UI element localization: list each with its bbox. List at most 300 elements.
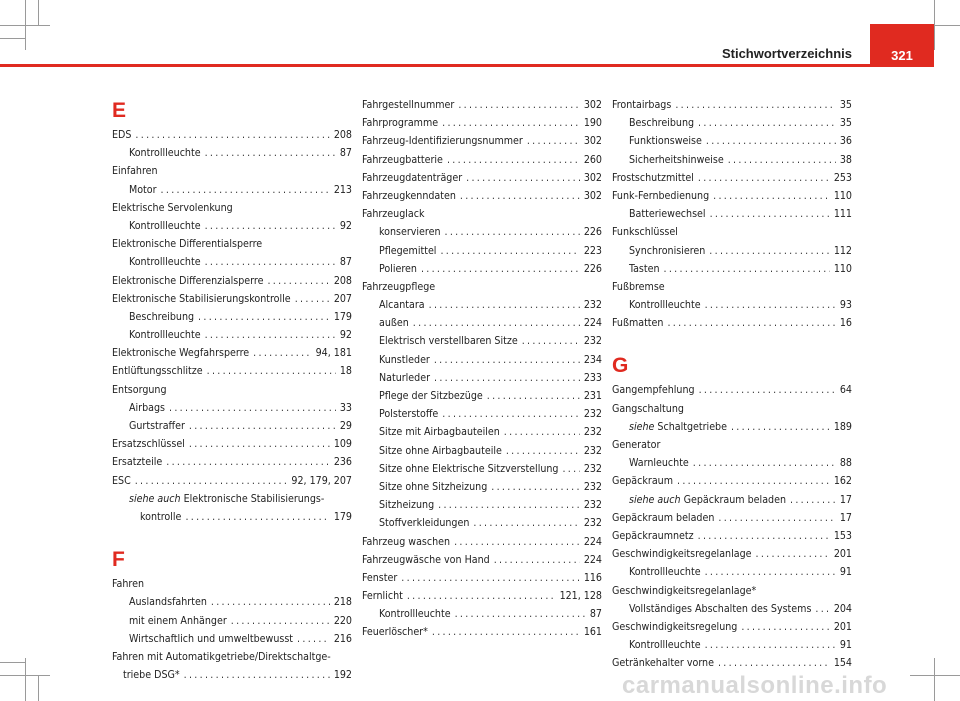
entry-page: 208 <box>333 129 352 141</box>
page-title: Stichwortverzeichnis <box>721 46 852 61</box>
dot-leader <box>135 472 288 490</box>
entry-text: Ersatzschlüssel <box>112 438 185 451</box>
crop-mark <box>0 662 26 663</box>
entry-page: 232 <box>583 299 602 312</box>
entry-text: Entlüftungsschlitze <box>112 365 203 378</box>
entry-text: Gepäckraumnetz <box>612 529 694 542</box>
entry-page: 192 <box>333 669 352 682</box>
entry-page: 112 <box>833 244 852 257</box>
entry-term <box>612 169 694 187</box>
index-entry <box>112 593 352 611</box>
entry-term <box>129 630 293 648</box>
entry-term <box>629 600 811 618</box>
entry-term <box>379 423 500 441</box>
index-column-3 <box>612 96 852 672</box>
index-entry <box>362 369 602 387</box>
entry-text: Pflegemittel <box>379 244 437 257</box>
entry-term <box>379 460 558 478</box>
dot-leader <box>295 290 330 308</box>
entry-text: Kontrollleuchte <box>629 299 701 312</box>
entry-page: 226 <box>583 262 602 275</box>
dot-leader <box>169 399 336 417</box>
dot-leader <box>198 308 330 326</box>
entry-page: 92, 179, 207 <box>291 474 352 487</box>
dot-leader <box>438 496 580 514</box>
dot-leader <box>458 96 579 114</box>
entry-page: 17 <box>839 511 852 524</box>
entry-page: 110 <box>833 262 852 275</box>
entry-term <box>112 575 144 593</box>
index-entry <box>362 332 602 350</box>
entry-text: Gepäckraum beladen <box>683 493 786 506</box>
entry-text: Frostschutzmittel <box>612 171 694 184</box>
index-entry <box>362 423 602 441</box>
entry-text: Fußmatten <box>612 317 664 330</box>
entry-term <box>112 381 167 399</box>
dot-leader <box>790 491 836 509</box>
entry-page: 232 <box>583 408 602 421</box>
index-entry <box>612 205 852 223</box>
dot-leader <box>473 514 579 532</box>
entry-text: Getränkehalter vorne <box>612 657 714 670</box>
index-entry <box>362 551 602 569</box>
entry-term <box>629 491 786 509</box>
entry-page: 232 <box>583 480 602 493</box>
entry-term <box>612 436 660 454</box>
entry-term <box>379 405 438 423</box>
entry-page: 36 <box>839 135 852 148</box>
index-entry <box>362 187 602 205</box>
entry-term <box>612 96 671 114</box>
entry-term <box>129 593 207 611</box>
entry-text: Einfahren <box>112 165 158 178</box>
entry-text: kontrolle <box>140 510 182 523</box>
entry-term <box>362 533 450 551</box>
dot-leader <box>709 242 830 260</box>
entry-page: 179 <box>333 510 352 523</box>
entry-text: Frontairbags <box>612 99 672 111</box>
index-entry <box>112 253 352 271</box>
dot-leader <box>205 326 336 344</box>
entry-text: Kontrollleuchte <box>129 219 201 232</box>
entry-page: 92 <box>339 329 352 342</box>
entry-page: 109 <box>333 438 352 451</box>
crop-mark <box>0 675 50 676</box>
entry-term <box>629 418 727 436</box>
crop-mark <box>38 675 39 701</box>
entry-term <box>129 326 201 344</box>
entry-page: 260 <box>583 153 602 166</box>
dot-leader <box>184 666 330 684</box>
entry-term <box>379 496 434 514</box>
index-entry <box>112 630 352 648</box>
index-entry <box>112 490 352 508</box>
entry-page: 33 <box>339 401 352 414</box>
entry-term <box>112 362 203 380</box>
entry-text: Kontrollleuchte <box>629 566 701 579</box>
entry-text: Auslandsfahrten <box>129 596 207 609</box>
entry-page: 35 <box>839 117 852 130</box>
index-entry <box>112 381 352 399</box>
entry-term <box>362 205 425 223</box>
entry-text: Batteriewechsel <box>629 208 706 221</box>
index-entry <box>612 509 852 527</box>
entry-text: Warnleuchte <box>629 457 689 470</box>
entry-text: konservieren <box>379 226 441 239</box>
entry-page: 35 <box>839 99 852 111</box>
entry-text: Stoffverkleidungen <box>379 517 470 530</box>
entry-text: Sitzheizung <box>379 499 435 512</box>
index-entry <box>612 636 852 654</box>
entry-page: 189 <box>833 420 852 433</box>
entry-text: Tasten <box>629 262 660 275</box>
dot-leader <box>705 563 836 581</box>
dot-leader <box>440 242 579 260</box>
entry-page: 226 <box>583 226 602 239</box>
dot-leader <box>455 605 586 623</box>
watermark: carmanualsonline.info <box>622 672 888 699</box>
entry-text: Alcantara <box>379 299 425 312</box>
index-entry <box>112 399 352 417</box>
entry-term <box>112 435 185 453</box>
dot-leader <box>710 205 830 223</box>
section-letter: F <box>112 548 125 572</box>
index-entry <box>112 290 352 308</box>
index-entry <box>612 169 852 187</box>
entry-term <box>123 666 180 684</box>
entry-crossref: siehe <box>629 420 655 433</box>
entry-text: Feuerlöscher* <box>362 626 428 639</box>
entry-text: Kontrollleuchte <box>379 608 451 621</box>
dot-leader <box>677 472 830 490</box>
entry-page: 179 <box>333 310 352 323</box>
entry-page: 232 <box>583 444 602 457</box>
dot-leader <box>447 151 580 169</box>
entry-page: 110 <box>833 189 852 202</box>
entry-text: Polsterstoffe <box>379 408 439 421</box>
entry-text: Geschwindigkeitsregelanlage <box>612 548 752 561</box>
index-entry <box>362 623 602 641</box>
entry-term <box>362 551 490 569</box>
dot-leader <box>421 260 580 278</box>
index-entry <box>112 612 352 630</box>
entry-page: 224 <box>583 535 602 548</box>
entry-text: Fahrzeugpflege <box>362 280 436 293</box>
index-entry <box>362 351 602 369</box>
index-entry <box>362 151 602 169</box>
index-entry <box>362 514 602 532</box>
entry-text: Fahrgestellnummer <box>362 99 455 111</box>
index-entry <box>612 187 852 205</box>
entry-page: 121, 128 <box>559 590 602 603</box>
entry-term <box>612 314 663 332</box>
entry-text: Sitze mit Airbagbauteilen <box>379 426 500 439</box>
entry-text: Fahrzeugwäsche von Hand <box>362 553 490 566</box>
entry-text: Fahrzeuglack <box>362 208 425 221</box>
entry-text: Generator <box>612 439 661 451</box>
index-entry <box>112 181 352 199</box>
entry-text: EDS <box>112 129 132 141</box>
entry-text: Gepäckraum beladen <box>612 511 715 524</box>
dot-leader <box>741 618 829 636</box>
entry-page: 302 <box>583 171 602 184</box>
entry-term <box>362 169 462 187</box>
index-entry <box>362 278 602 296</box>
entry-term <box>112 648 331 666</box>
crop-mark <box>0 38 26 39</box>
entry-text: mit einem Anhänger <box>129 614 227 627</box>
index-entry <box>112 417 352 435</box>
entry-term <box>140 508 181 526</box>
index-entry <box>612 563 852 581</box>
entry-term <box>362 114 438 132</box>
entry-page: 154 <box>833 657 852 670</box>
index-entry <box>612 260 852 278</box>
entry-page: 207 <box>333 292 352 305</box>
entry-text: Beschreibung <box>629 117 695 130</box>
dot-leader <box>675 96 836 114</box>
entry-term <box>129 308 194 326</box>
dot-leader <box>460 187 580 205</box>
entry-term <box>379 478 487 496</box>
entry-page: 232 <box>583 517 602 530</box>
index-entry <box>612 600 852 618</box>
entry-page: 87 <box>339 147 352 160</box>
dot-leader <box>698 169 830 187</box>
entry-text: Gepäckraum <box>612 475 673 488</box>
dot-leader <box>693 454 836 472</box>
section-letter: E <box>112 99 127 122</box>
dot-leader <box>698 114 836 132</box>
dot-leader <box>189 435 330 453</box>
entry-page: 91 <box>839 566 852 579</box>
entry-term <box>112 235 262 253</box>
entry-term <box>362 278 435 296</box>
entry-text: Fenster <box>362 571 398 584</box>
entry-term <box>379 314 409 332</box>
dot-leader <box>706 132 836 150</box>
entry-page: 88 <box>839 457 852 470</box>
dot-leader <box>205 253 336 271</box>
entry-text: Sitze ohne Sitzheizung <box>379 480 488 493</box>
entry-page: 38 <box>839 153 852 166</box>
index-entry <box>112 326 352 344</box>
dot-leader <box>442 114 580 132</box>
entry-term <box>379 442 502 460</box>
entry-text: Ersatzteile <box>112 456 163 469</box>
entry-term <box>362 187 456 205</box>
dot-leader <box>562 460 579 478</box>
dot-leader <box>401 569 580 587</box>
entry-text: Elektronische Stabilisierungs- <box>183 492 325 505</box>
entry-page: 218 <box>333 596 352 609</box>
entry-page: 231 <box>583 390 602 402</box>
index-entry <box>112 648 352 666</box>
entry-page: 17 <box>839 493 852 506</box>
dot-leader <box>434 351 580 369</box>
entry-term <box>612 381 695 399</box>
index-entry <box>612 96 852 114</box>
page-number-box <box>870 24 934 67</box>
dot-leader <box>705 296 836 314</box>
entry-term <box>612 223 678 241</box>
entry-term <box>112 290 291 308</box>
dot-leader <box>466 169 580 187</box>
entry-text: Elektronische Differenzialsperre <box>112 274 264 287</box>
entry-page: 232 <box>583 335 602 348</box>
page-number: 321 <box>891 48 913 63</box>
entry-page: 253 <box>833 171 852 184</box>
index-entry <box>612 151 852 169</box>
index-entry <box>112 217 352 235</box>
index-entry <box>612 436 852 454</box>
entry-term <box>629 260 660 278</box>
index-entry <box>112 344 352 362</box>
entry-text: Naturleder <box>379 371 431 384</box>
index-entry <box>112 453 352 471</box>
index-entry <box>612 400 852 418</box>
entry-text: Beschreibung <box>129 310 195 323</box>
entry-term <box>362 96 454 114</box>
entry-page: 223 <box>583 244 602 257</box>
entry-text: Fahren <box>112 578 144 591</box>
entry-term <box>362 132 523 150</box>
index-entry <box>612 114 852 132</box>
index-entry <box>612 223 852 241</box>
dot-leader <box>442 405 580 423</box>
dot-leader <box>166 453 330 471</box>
dot-leader <box>429 296 580 314</box>
entry-page: 234 <box>583 353 602 366</box>
index-entry <box>112 435 352 453</box>
crop-mark <box>910 675 960 676</box>
entry-term <box>379 223 441 241</box>
entry-term <box>612 654 714 672</box>
entry-term <box>112 272 263 290</box>
entry-term <box>112 453 162 471</box>
index-entry <box>612 418 852 436</box>
entry-term <box>129 253 201 271</box>
entry-page: 201 <box>833 548 852 561</box>
index-entry <box>362 114 602 132</box>
index-entry <box>112 308 352 326</box>
index-entry <box>112 272 352 290</box>
header-rule <box>0 64 870 67</box>
entry-page: 93 <box>839 299 852 312</box>
entry-text: Funktionsweise <box>629 135 702 148</box>
entry-text: Geschwindigkeitsregelanlage* <box>612 584 757 597</box>
entry-text: Fahrzeug-Identifizierungsnummer <box>362 135 523 148</box>
index-entry <box>362 387 602 405</box>
entry-text: Synchronisieren <box>629 244 706 257</box>
entry-term <box>629 296 701 314</box>
dot-leader <box>253 344 311 362</box>
entry-page: 153 <box>833 529 852 542</box>
index-entry <box>612 472 852 490</box>
entry-text: Gangempfehlung <box>612 384 695 397</box>
entry-text: Fahrzeugbatterie <box>362 153 443 166</box>
entry-term <box>129 181 157 199</box>
dot-leader <box>504 423 580 441</box>
entry-page: 232 <box>583 426 602 439</box>
entry-term <box>379 369 430 387</box>
index-column-1 <box>112 96 352 684</box>
dot-leader <box>728 151 836 169</box>
entry-page: 233 <box>583 371 602 384</box>
entry-text: Funk-Fernbedienung <box>612 189 710 202</box>
entry-page: 16 <box>839 317 852 330</box>
dot-leader <box>815 600 829 618</box>
dot-leader <box>667 314 835 332</box>
dot-leader <box>445 223 580 241</box>
entry-text: Kontrollleuchte <box>129 256 201 269</box>
dot-leader <box>718 509 835 527</box>
entry-page: 64 <box>839 384 852 397</box>
entry-text: Wirtschaftlich und umweltbewusst <box>129 632 294 645</box>
entry-term <box>612 278 665 296</box>
index-entry <box>612 545 852 563</box>
entry-term <box>629 242 705 260</box>
entry-term <box>112 126 131 144</box>
entry-text: ESC <box>112 474 131 487</box>
entry-page: 224 <box>583 553 602 566</box>
entry-text: Kontrollleuchte <box>629 639 701 652</box>
index-entry <box>362 169 602 187</box>
crop-mark <box>25 658 26 701</box>
index-entry <box>112 235 352 253</box>
entry-text: Schaltgetriebe <box>657 420 727 433</box>
dot-leader <box>407 587 556 605</box>
entry-text: Gurtstraffer <box>129 420 185 432</box>
entry-page: 302 <box>583 189 602 202</box>
entry-term <box>612 509 714 527</box>
index-entry <box>612 582 852 600</box>
entry-text: Vollständiges Abschalten des Systems <box>629 602 812 615</box>
entry-text: Fahrzeugdatenträger <box>362 171 463 184</box>
index-entry <box>612 381 852 399</box>
index-entry <box>362 478 602 496</box>
entry-term <box>612 187 709 205</box>
dot-leader <box>267 272 329 290</box>
dot-leader <box>487 387 580 405</box>
entry-term <box>129 417 185 435</box>
dot-leader <box>454 533 580 551</box>
entry-page: 94, 181 <box>315 347 352 360</box>
entry-term <box>129 612 227 630</box>
index-entry <box>362 405 602 423</box>
index-entry <box>612 242 852 260</box>
dot-leader <box>185 508 329 526</box>
entry-term <box>629 563 701 581</box>
entry-page: 92 <box>339 219 352 232</box>
index-entry <box>362 132 602 150</box>
dot-leader <box>432 623 580 641</box>
entry-text: Geschwindigkeitsregelung <box>612 620 738 633</box>
dot-leader <box>189 417 336 435</box>
dot-leader <box>522 332 580 350</box>
entry-text: Elektronische Wegfahrsperre <box>112 347 250 360</box>
entry-text: Sitze ohne Airbagbauteile <box>379 444 502 457</box>
entry-text: Funkschlüssel <box>612 226 678 239</box>
entry-page: 91 <box>839 639 852 652</box>
entry-term <box>629 132 702 150</box>
entry-term <box>362 623 428 641</box>
entry-text: Fahrzeugkenndaten <box>362 189 456 202</box>
index-entry <box>112 362 352 380</box>
index-entry <box>612 314 852 332</box>
entry-page: 162 <box>833 475 852 488</box>
entry-term <box>612 545 752 563</box>
